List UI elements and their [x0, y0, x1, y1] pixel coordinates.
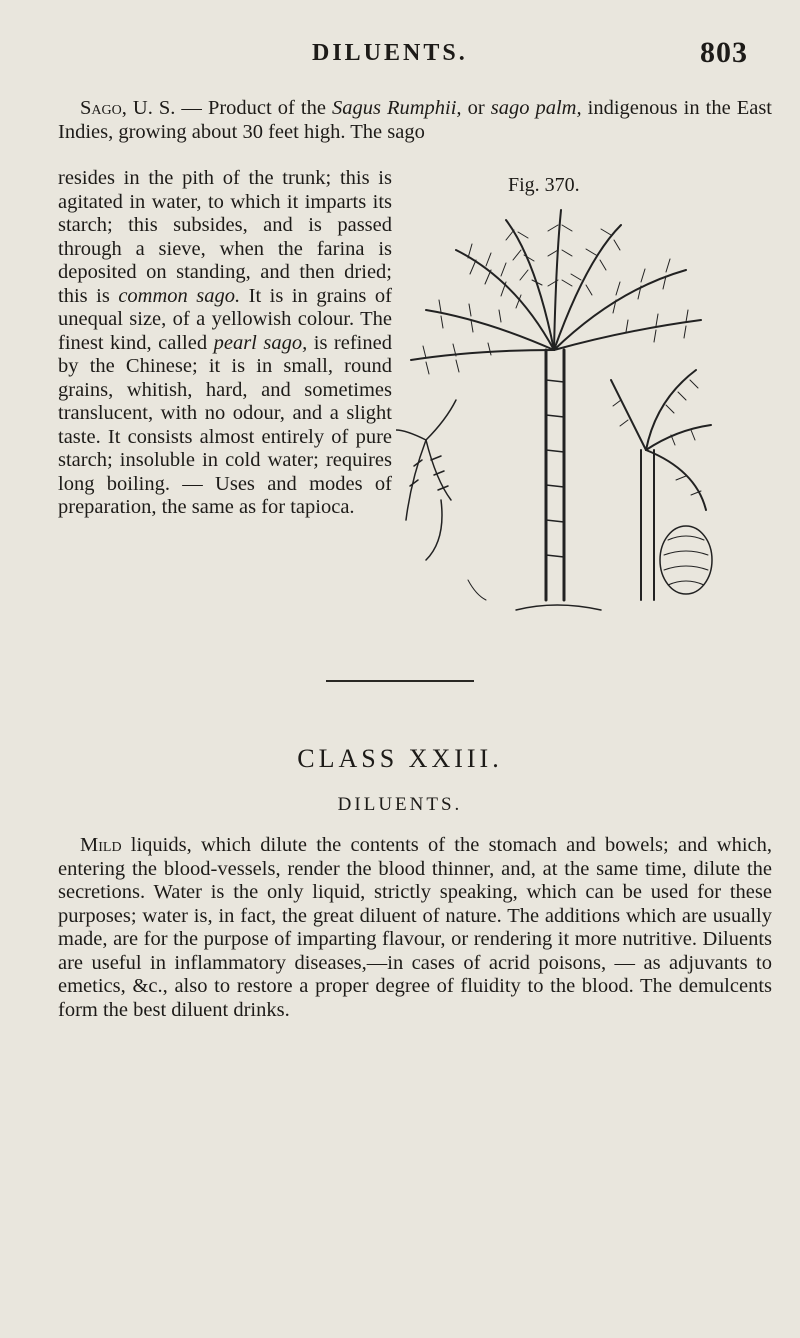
figure-370 [396, 174, 716, 620]
sago-latin-name: Sagus Rumphii, [331, 97, 462, 119]
sago-pearl-sago: pearl sago, [213, 331, 308, 354]
page-number: 803 [700, 36, 748, 69]
sago-entry-lead: Sago, U. S. [80, 97, 176, 119]
diluents-lead: Mild [80, 834, 122, 856]
sago-entry-body [58, 167, 392, 520]
running-head: DILUENTS. [312, 40, 468, 66]
diluents-text: liquids, which dilute the contents of the stomach and bowels; and which, entering the blood-vessels, render the blood thinner, and, at the same time, dilute the secretions. Water is the only liquid, strictly speaking, which can be used for these purposes; water is, in fact, the great diluent of nature. The additions which are usually made, are for the purpose of imparting flavour, or rendering it more nutritive. Diluents are useful in inflammatory diseases,—in cases of acrid poisons, — as adjuvants to emetics, &c., also to restore a proper degree of fluidity to the blood. The demulcents form the best diluent drinks. [58, 834, 772, 1021]
sago-common-name: sago palm, [490, 97, 582, 119]
page-header [0, 36, 800, 80]
sago-body-1: resides in the pith of the trunk; this is agitated in water, to which it imparts its starch; this subsides, and is passed through a sieve, when the farina is deposited on standing, and then dried; this is [58, 167, 392, 307]
sago-dash-text: — Product of the [175, 97, 332, 119]
sago-entry-first-line [58, 97, 772, 144]
sago-common-sago: common sago. [118, 284, 241, 307]
figure-caption: Fig. 370. [508, 174, 580, 196]
sago-body-2: It is in grains of unequal size, of a yellowish colour. The finest kind, called [58, 284, 392, 354]
section-divider [326, 680, 474, 682]
diluents-paragraph [58, 834, 772, 1022]
sago-palm-illustration [396, 200, 716, 620]
sago-body-3: is refined by the Chinese; it is in small, round grains, whitish, hard, and sometimes translucent, with no odour, and a slight taste. It consists almost entirely of pure starch; insoluble in cold water; requires long boiling. — Uses and modes of preparation, the same as for tapioca. [58, 331, 392, 518]
class-heading: CLASS XXIII. [297, 744, 503, 773]
sago-first-text: indigenous in the East Indies, growing about 30 feet high. The sago [58, 97, 772, 143]
section-title: DILUENTS. [337, 794, 463, 815]
sago-or-text: or [461, 97, 491, 119]
